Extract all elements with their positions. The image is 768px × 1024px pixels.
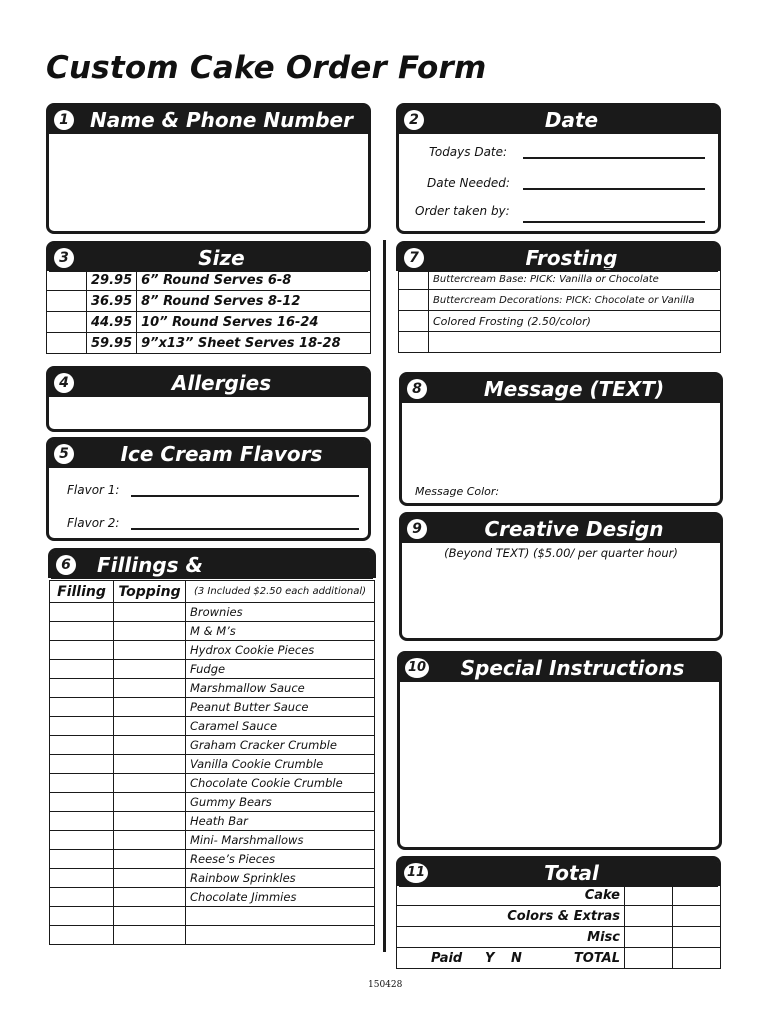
section-header (399, 859, 718, 887)
table-row[interactable] (50, 831, 375, 850)
size-section (46, 241, 371, 271)
section-header (399, 106, 718, 134)
table-row[interactable] (50, 603, 375, 622)
todays-date-label: Todays Date: (429, 145, 508, 159)
size-check-cell[interactable] (47, 333, 87, 354)
table-row[interactable] (399, 290, 721, 311)
section-header (49, 244, 368, 272)
filling-check-cell[interactable] (50, 869, 114, 888)
name-phone-section[interactable] (46, 103, 371, 234)
amount-cell[interactable] (673, 927, 721, 948)
section-title: Creative Design (484, 517, 664, 541)
size-check-cell[interactable] (47, 291, 87, 312)
section-title: Message (TEXT) (483, 377, 665, 401)
size-price: 44.95 (87, 312, 137, 333)
topping-check-cell[interactable] (114, 622, 186, 641)
table-row (397, 906, 721, 927)
topping-check-cell[interactable] (114, 774, 186, 793)
filling-item: Fudge (186, 660, 375, 679)
section-header (51, 551, 373, 579)
total-row-label: Cake (397, 885, 625, 906)
table-row[interactable] (50, 622, 375, 641)
total-section (396, 856, 721, 886)
topping-check-cell[interactable] (114, 660, 186, 679)
topping-check-cell[interactable] (114, 812, 186, 831)
fillings-section (48, 548, 376, 578)
topping-check-cell[interactable] (114, 831, 186, 850)
size-desc: 10” Round Serves 16-24 (137, 312, 371, 333)
amount-cell[interactable] (625, 885, 673, 906)
frosting-section (396, 241, 721, 271)
filling-check-cell[interactable] (50, 736, 114, 755)
filling-item: Chocolate Cookie Crumble (186, 774, 375, 793)
table-row[interactable] (50, 926, 375, 945)
amount-cell[interactable] (625, 906, 673, 927)
section-header (402, 375, 720, 403)
table-row[interactable] (50, 660, 375, 679)
total-table (396, 884, 721, 969)
table-row[interactable] (399, 311, 721, 332)
section-header (402, 515, 720, 543)
paid-label: Paid (431, 951, 463, 966)
frosting-check-cell[interactable] (399, 311, 429, 332)
table-row[interactable] (47, 312, 371, 333)
table-row[interactable] (50, 755, 375, 774)
amount-cell[interactable] (625, 948, 673, 969)
amount-cell[interactable] (673, 906, 721, 927)
amount-cell[interactable] (673, 948, 721, 969)
filling-check-cell[interactable] (50, 698, 114, 717)
filling-item: Reese’s Pieces (186, 850, 375, 869)
creative-design-section[interactable] (399, 512, 723, 641)
section-number: 1 (54, 110, 74, 130)
table-row[interactable] (47, 333, 371, 354)
message-color-label: Message Color: (415, 485, 500, 498)
amount-cell[interactable] (673, 885, 721, 906)
filling-item: Heath Bar (186, 812, 375, 831)
total-label: TOTAL (573, 951, 620, 966)
table-row[interactable] (50, 888, 375, 907)
section-title: Frosting (525, 246, 618, 270)
col-topping: Topping (114, 581, 186, 603)
section-number: 10 (405, 658, 429, 678)
filling-item: Peanut Butter Sauce (186, 698, 375, 717)
filling-check-cell[interactable] (50, 926, 114, 945)
ice-cream-section (46, 437, 371, 541)
filling-item: Graham Cracker Crumble (186, 736, 375, 755)
topping-check-cell[interactable] (114, 926, 186, 945)
topping-check-cell[interactable] (114, 679, 186, 698)
topping-check-cell[interactable] (114, 641, 186, 660)
frosting-check-cell[interactable] (399, 269, 429, 290)
order-taken-label: Order taken by: (415, 204, 510, 218)
section-title: Special Instructions (460, 656, 685, 680)
filling-check-cell[interactable] (50, 850, 114, 869)
section-title: Date (544, 108, 599, 132)
size-price: 59.95 (87, 333, 137, 354)
filling-check-cell[interactable] (50, 622, 114, 641)
table-row[interactable] (47, 291, 371, 312)
page-title: Custom Cake Order Form (46, 50, 487, 86)
section-number: 5 (54, 444, 74, 464)
section-title: Name & Phone Number (90, 108, 353, 132)
filling-item: Rainbow Sprinkles (186, 869, 375, 888)
total-row-label: Colors & Extras (397, 906, 625, 927)
filling-item: Marshmallow Sauce (186, 679, 375, 698)
amount-cell[interactable] (625, 927, 673, 948)
filling-item: Caramel Sauce (186, 717, 375, 736)
table-row[interactable] (50, 698, 375, 717)
special-instructions-section[interactable] (397, 651, 722, 850)
section-number: 7 (404, 248, 424, 268)
date-section (396, 103, 721, 234)
size-price: 29.95 (87, 270, 137, 291)
section-number: 2 (404, 110, 424, 130)
form-code: 150428 (368, 980, 403, 990)
filling-check-cell[interactable] (50, 603, 114, 622)
column-divider (383, 240, 386, 952)
filling-item (186, 907, 375, 926)
flavor2-field[interactable] (131, 528, 359, 530)
size-check-cell[interactable] (47, 312, 87, 333)
table-row (397, 927, 721, 948)
fillings-table (49, 580, 375, 945)
allergies-section[interactable] (46, 366, 371, 432)
frosting-check-cell[interactable] (399, 290, 429, 311)
section-title: Size (198, 246, 245, 270)
table-row[interactable] (50, 641, 375, 660)
topping-check-cell[interactable] (114, 717, 186, 736)
section-title: Fillings & (97, 553, 203, 577)
table-row[interactable] (50, 812, 375, 831)
filling-item: Mini- Marshmallows (186, 831, 375, 850)
section-title: Total (544, 861, 599, 885)
filling-item: Gummy Bears (186, 793, 375, 812)
section-number: 11 (404, 863, 428, 883)
section-header (400, 654, 719, 682)
order-taken-field[interactable] (523, 221, 705, 223)
flavor1-field[interactable] (131, 495, 359, 497)
table-row[interactable] (399, 269, 721, 290)
frosting-option: Colored Frosting (2.50/color) (429, 311, 721, 332)
filling-item: Hydrox Cookie Pieces (186, 641, 375, 660)
size-check-cell[interactable] (47, 270, 87, 291)
filling-check-cell[interactable] (50, 888, 114, 907)
topping-check-cell[interactable] (114, 736, 186, 755)
todays-date-field[interactable] (523, 157, 705, 159)
section-title: Allergies (171, 371, 272, 395)
paid-total-cell (397, 948, 625, 969)
topping-check-cell[interactable] (114, 793, 186, 812)
frosting-check-cell[interactable] (399, 332, 429, 353)
frosting-option (429, 332, 721, 353)
table-row[interactable] (50, 736, 375, 755)
filling-check-cell[interactable] (50, 793, 114, 812)
filling-check-cell[interactable] (50, 774, 114, 793)
filling-check-cell[interactable] (50, 717, 114, 736)
filling-check-cell[interactable] (50, 831, 114, 850)
date-needed-label: Date Needed: (427, 176, 510, 190)
table-row[interactable] (47, 270, 371, 291)
paid-yes[interactable]: Y (485, 951, 495, 966)
topping-check-cell[interactable] (114, 698, 186, 717)
section-header (49, 369, 368, 397)
topping-check-cell[interactable] (114, 850, 186, 869)
table-row[interactable] (50, 869, 375, 888)
flavor1-label: Flavor 1: (67, 483, 120, 497)
filling-item: M & M’s (186, 622, 375, 641)
frosting-option: Buttercream Base: PICK: Vanilla or Chocolate (429, 269, 721, 290)
frosting-table (398, 268, 721, 353)
total-row-label: Misc (397, 927, 625, 948)
filling-item: Chocolate Jimmies (186, 888, 375, 907)
filling-check-cell[interactable] (50, 679, 114, 698)
filling-item (186, 926, 375, 945)
filling-item: Vanilla Cookie Crumble (186, 755, 375, 774)
section-number: 9 (407, 519, 427, 539)
topping-check-cell[interactable] (114, 603, 186, 622)
table-row (397, 948, 721, 969)
section-number: 6 (56, 555, 76, 575)
topping-check-cell[interactable] (114, 869, 186, 888)
filling-check-cell[interactable] (50, 660, 114, 679)
table-row[interactable] (50, 774, 375, 793)
size-price: 36.95 (87, 291, 137, 312)
section-title: Ice Cream Flavors (120, 442, 323, 466)
message-section[interactable] (399, 372, 723, 506)
section-number: 3 (54, 248, 74, 268)
section-number: 4 (54, 373, 74, 393)
table-row (397, 885, 721, 906)
filling-check-cell[interactable] (50, 907, 114, 926)
section-header (49, 440, 368, 468)
table-row[interactable] (50, 717, 375, 736)
size-desc: 8” Round Serves 8-12 (137, 291, 371, 312)
size-desc: 6” Round Serves 6-8 (137, 270, 371, 291)
creative-note: (Beyond TEXT) ($5.00/ per quarter hour) (444, 546, 678, 560)
date-needed-field[interactable] (523, 188, 705, 190)
col-filling: Filling (50, 581, 114, 603)
frosting-option: Buttercream Decorations: PICK: Chocolate or Vanilla (429, 290, 721, 311)
flavor2-label: Flavor 2: (67, 516, 120, 530)
table-header-row (50, 581, 375, 603)
table-row[interactable] (399, 332, 721, 353)
filling-check-cell[interactable] (50, 755, 114, 774)
filling-check-cell[interactable] (50, 812, 114, 831)
table-row[interactable] (50, 793, 375, 812)
topping-check-cell[interactable] (114, 755, 186, 774)
section-header (49, 106, 368, 134)
topping-check-cell[interactable] (114, 888, 186, 907)
section-number: 8 (407, 379, 427, 399)
size-table (46, 269, 371, 354)
table-row[interactable] (50, 850, 375, 869)
filling-item: Brownies (186, 603, 375, 622)
filling-check-cell[interactable] (50, 641, 114, 660)
col-note: (3 Included $2.50 each additional) (186, 581, 375, 603)
table-row[interactable] (50, 907, 375, 926)
table-row[interactable] (50, 679, 375, 698)
size-desc: 9”x13” Sheet Serves 18-28 (137, 333, 371, 354)
paid-no[interactable]: N (511, 951, 522, 966)
topping-check-cell[interactable] (114, 907, 186, 926)
